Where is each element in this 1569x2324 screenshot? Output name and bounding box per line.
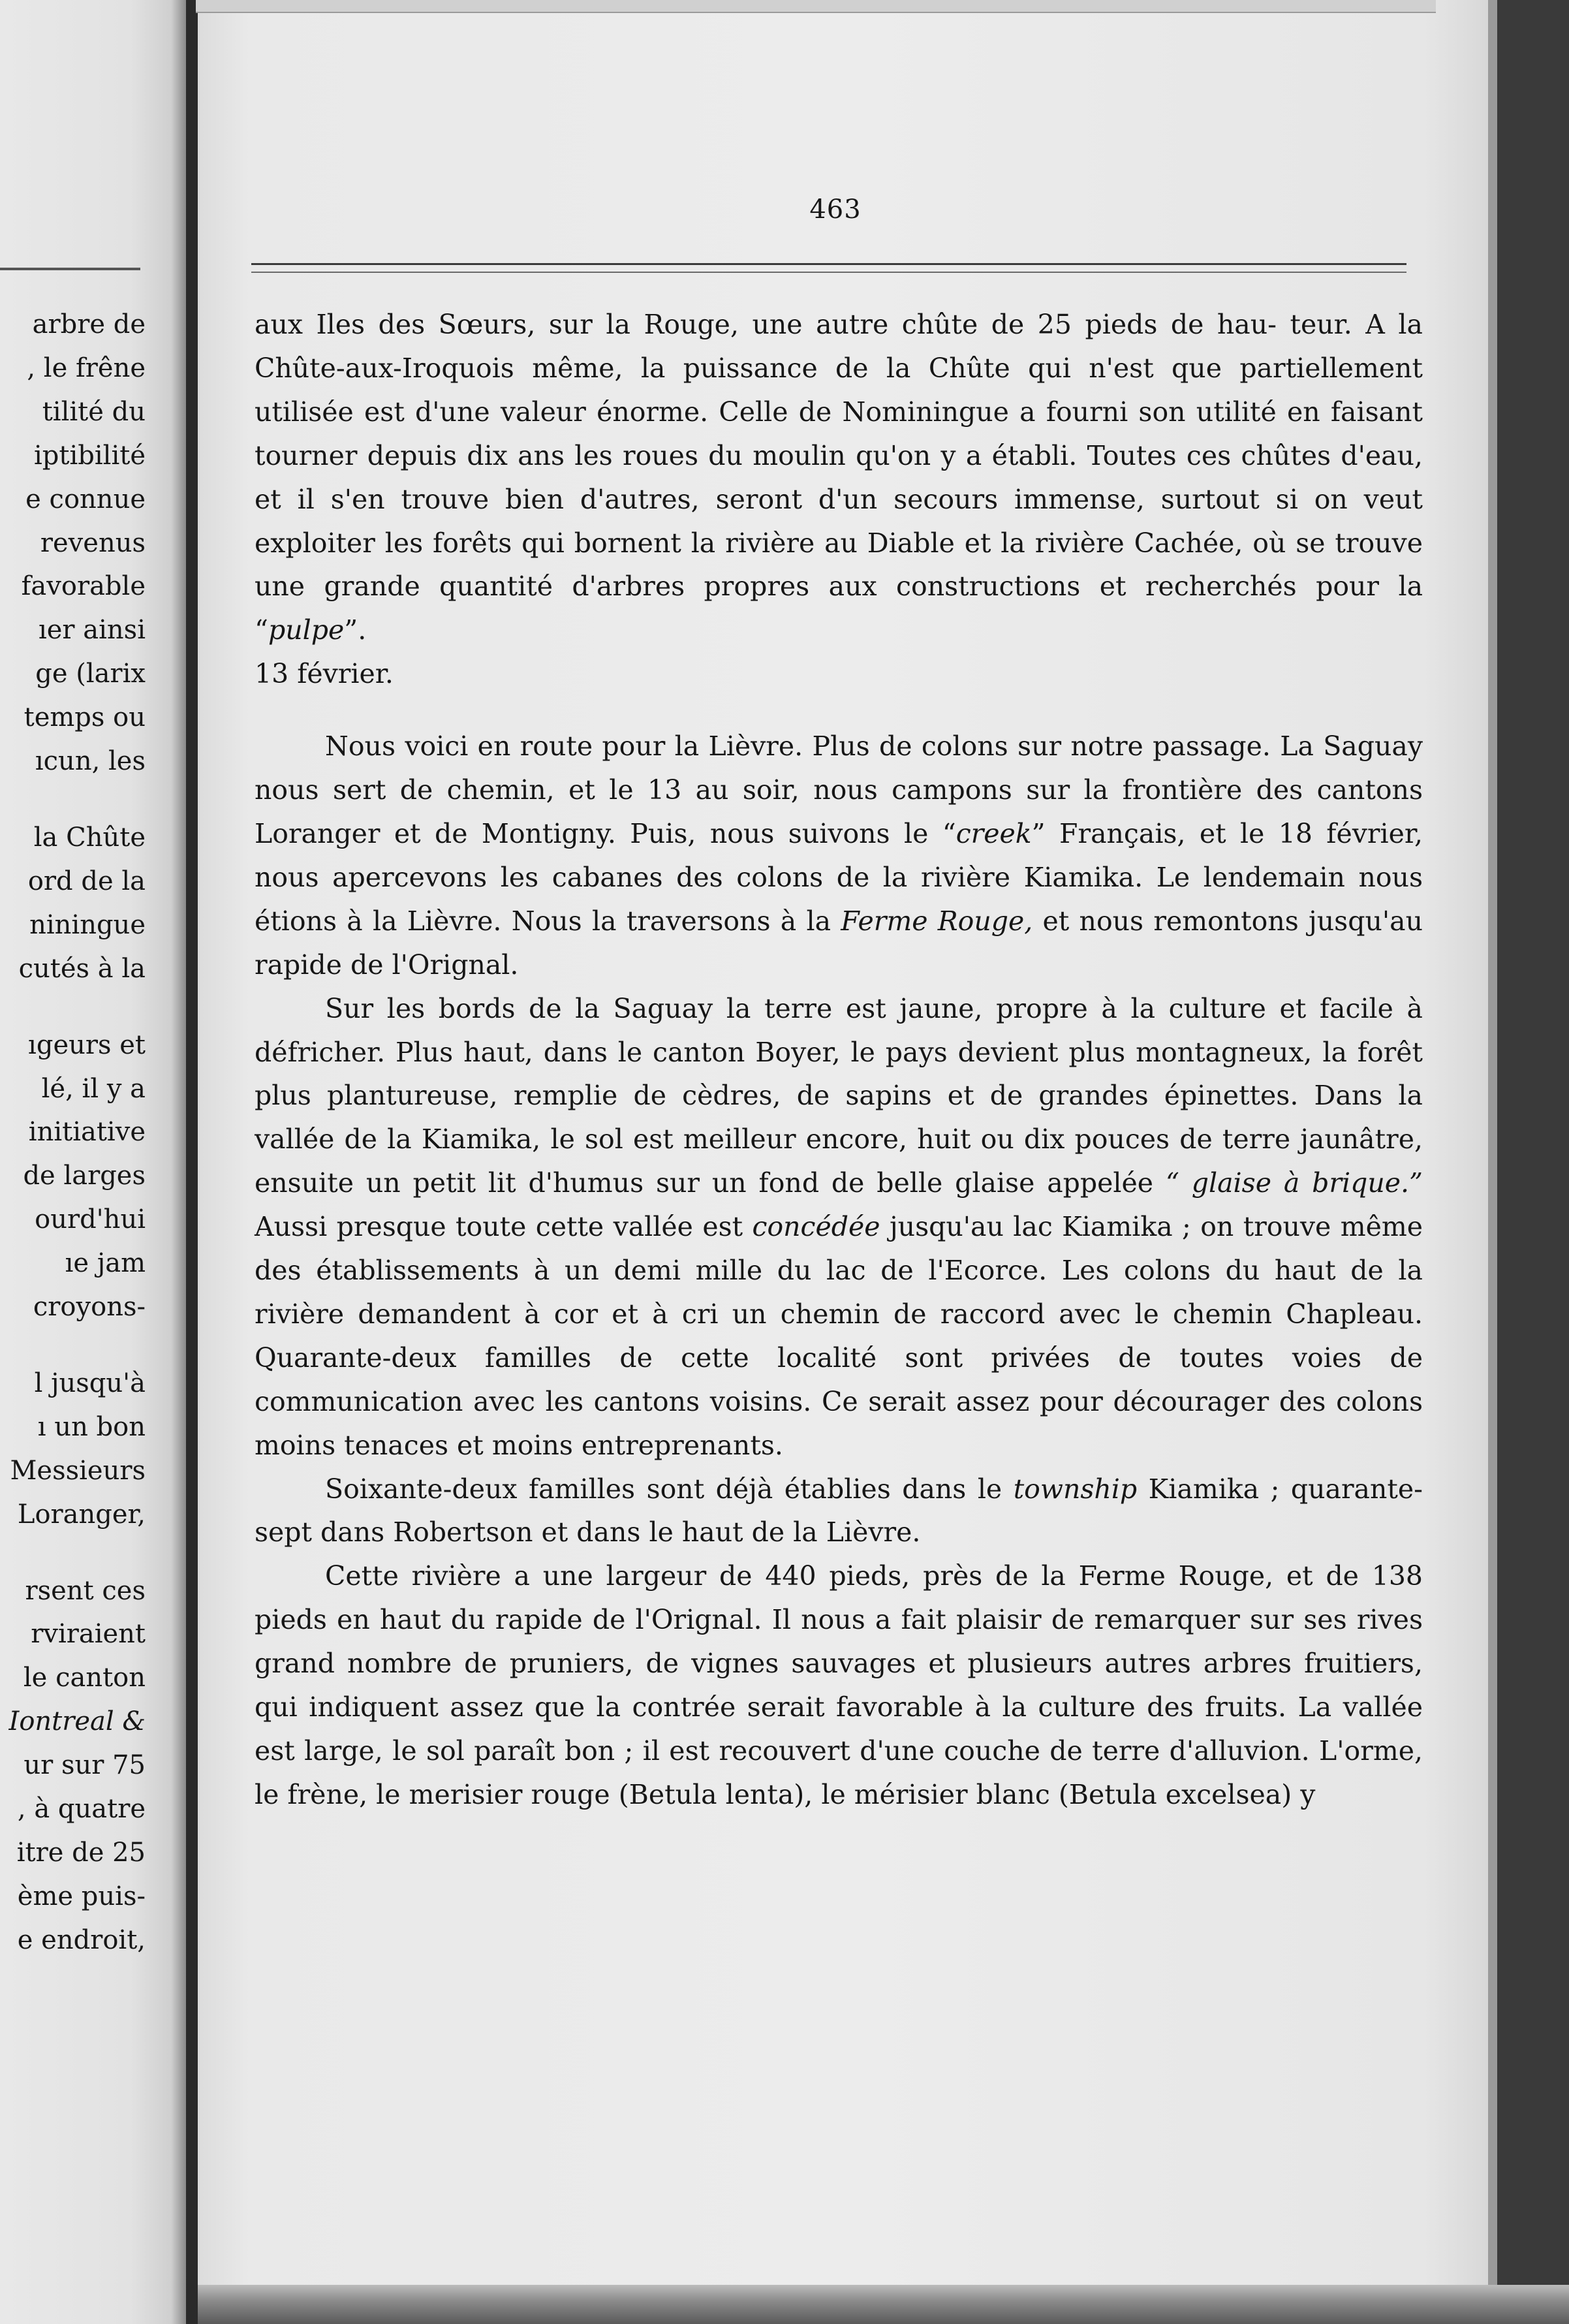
paragraph-text: Sur les bords de la Saguay la terre est jaune, propre à la culture et facile à défricher. Plus haut, dans le canton Boyer, le pays devient plus montagneux, la forêt plus plantureuse, remplie de cèdres, de sapins et de grandes épinettes. Dans la vallée de la Kiamika, le sol est meilleur encore, huit ou dix pouces de terre jaunâtre, ensuite un petit lit d'humus sur un fond de belle glaise appelée	[255, 992, 1423, 1199]
facing-line: croyons-	[33, 1292, 146, 1323]
facing-page-left	[0, 0, 186, 2324]
text-line: a fourni son utilité en faisant tourner depuis dix ans les roues du moulin	[255, 396, 1423, 471]
concedee-term: concédée	[752, 1211, 880, 1243]
facing-line: lé, il y a	[41, 1073, 146, 1104]
facing-line: ıer ainsi	[38, 615, 146, 646]
paragraph-text: Français, et le 18 février, nous apercevons les cabanes des colons de la rivière Kiamika. Le lendemain nous étions à la Lièvre. Nous la traversons à la	[255, 817, 1423, 937]
pulpe-term: pulpe	[268, 614, 345, 646]
facing-line: cutés à la	[18, 953, 146, 984]
facing-page-rule	[0, 268, 140, 270]
facing-line: temps ou	[23, 702, 146, 733]
paragraph-text: et nous remontons jusqu'au rapide de l'Orignal.	[255, 905, 1423, 981]
facing-line: Iontreal &	[8, 1706, 146, 1737]
facing-line: ur sur 75	[23, 1750, 146, 1781]
facing-line: ourd'hui	[35, 1204, 146, 1235]
facing-line: itre de 25	[16, 1838, 146, 1868]
facing-line: initiative	[28, 1117, 146, 1148]
quote-open: “	[942, 817, 956, 849]
facing-line: tilité du	[42, 396, 146, 427]
creek-term: creek	[955, 817, 1032, 849]
paragraph-1	[255, 303, 1423, 652]
paragraph-text: Soixante-deux familles sont déjà établies dans le	[325, 1473, 1002, 1505]
facing-line: ıe jam	[65, 1248, 146, 1279]
facing-line: rviraient	[31, 1619, 146, 1650]
paragraph-2	[255, 725, 1423, 986]
paragraph-text: jusqu'au lac Kiamika ; on trouve même des établissements à un demi mille du lac de l'Ecorce. Les colons du haut de la rivière demandent à cor et à cri un chemin de raccord avec le chemin Chapleau. Quarante-deux familles de cette localité sont privées de toutes voies de communication avec les cantons voisins. Ce serait assez pour décourager des colons moins tenaces et moins entreprenants.	[255, 1211, 1423, 1461]
page-number: 463	[809, 195, 862, 225]
facing-line: e endroit,	[17, 1924, 146, 1955]
quote-open: “	[255, 614, 268, 646]
township-term: township	[1013, 1473, 1138, 1505]
page-body	[255, 303, 1423, 1817]
paragraph-text: Kiamika ; quarante-sept dans Robertson et dans le haut de la Lièvre.	[255, 1473, 1423, 1548]
facing-line: e connue	[25, 484, 146, 514]
text-line: bornent la rivière au Diable et la rivière Cachée, où se trouve une grande	[255, 527, 1423, 603]
facing-line: arbre de	[32, 309, 146, 339]
page-right-edge	[1488, 0, 1569, 2324]
facing-line: l jusqu'à	[34, 1368, 146, 1398]
facing-line: Messieurs	[10, 1455, 146, 1486]
facing-line: le canton	[23, 1663, 146, 1693]
facing-line: ème puis-	[17, 1881, 146, 1911]
page-bottom-edge	[198, 2285, 1569, 2324]
facing-line: rsent ces	[25, 1575, 146, 1606]
text-line: teur. A la Chûte-aux-Iroquois même, la puissance de la Chûte qui n'est	[255, 309, 1423, 384]
facing-line: iptibilité	[34, 440, 146, 471]
facing-line: de larges	[23, 1161, 146, 1191]
facing-line: niningue	[29, 909, 146, 940]
facing-line: favorable	[21, 571, 146, 602]
facing-line: la Chûte	[33, 822, 146, 853]
page-right-edge-highlight	[1488, 0, 1497, 2324]
text-line: seront d'un secours immense, surtout si on veut exploiter les forêts qui	[255, 483, 1423, 559]
date-line: 13 février.	[255, 658, 394, 690]
quote-close: ”.	[344, 614, 367, 646]
paragraph-text: Nous voici en route pour la Lièvre. Plus de colons sur notre passage. La Saguay nous sert de chemin, et le 13 au soir, nous campons sur la frontière des cantons Loranger et de Montigny. Puis, nous suivons le	[255, 730, 1423, 849]
paragraph-3	[255, 987, 1423, 1468]
facing-line: ı un bon	[37, 1411, 146, 1442]
facing-line: , le frêne	[27, 353, 146, 383]
text-line: quantité d'arbres propres aux constructions et recherchés pour la	[439, 571, 1423, 603]
quote-close: ”	[1031, 817, 1046, 849]
paragraph-text: Cette rivière a une largeur de 440 pieds, près de la Ferme Rouge, et de 138 pieds en haut du rapide de l'Orignal. Il nous a fait plaisir de remarquer sur ses rives grand nombre de pruniers, de vignes sauvages et plusieurs autres arbres fruitiers, qui indiquent assez que la contrée serait favorable à la culture des fruits. La vallée est large, le sol paraît bon ; il est recouvert d'une couche de terre d'alluvion. L'orme, le frène, le merisier rouge (Betula lenta), le mérisier blanc (Betula excelsea) y	[255, 1560, 1423, 1810]
facing-line: ıcun, les	[35, 746, 146, 777]
text-line: qu'on y a établi. Toutes ces chûtes d'eau, et il s'en trouve bien d'autres,	[255, 439, 1423, 515]
ferme-rouge-term: Ferme Rouge,	[841, 905, 1033, 937]
text-line: aux Iles des Sœurs, sur la Rouge, une autre chûte de 25 pieds de hau-	[255, 309, 1277, 340]
glaise-term: “ glaise à brique.”	[1165, 1167, 1423, 1199]
book-gutter	[186, 0, 198, 2324]
facing-line: revenus	[40, 527, 146, 558]
text-line: que partiellement utilisée est d'une valeur énorme. Celle de Nominingue	[255, 352, 1423, 428]
facing-line: , à quatre	[17, 1794, 146, 1825]
paragraph-text: Aussi presque toute cette vallée est	[255, 1211, 743, 1243]
page-top-edge	[196, 0, 1436, 13]
header-rule	[251, 263, 1406, 273]
paragraph-5	[255, 1554, 1423, 1816]
facing-page-text	[9, 303, 146, 1962]
facing-line: ord de la	[27, 866, 146, 896]
facing-line: ge (larix	[35, 659, 146, 689]
facing-line: ıgeurs et	[28, 1029, 146, 1060]
paragraph-4	[255, 1468, 1423, 1555]
facing-line: Loranger,	[17, 1499, 146, 1530]
